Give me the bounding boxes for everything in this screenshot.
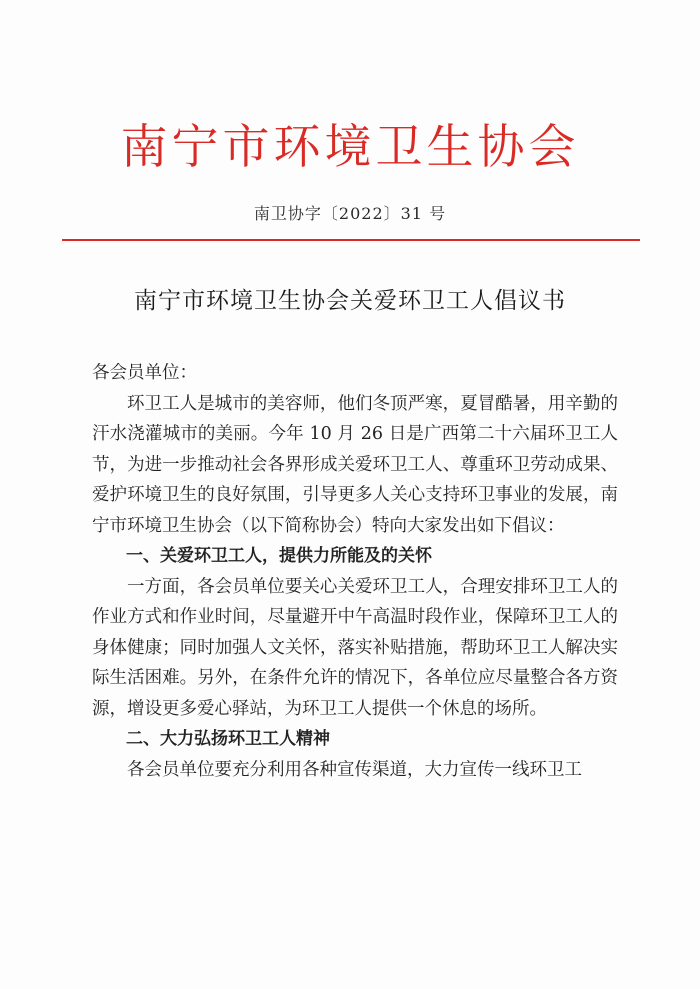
section-paragraph-1: 一方面，各会员单位要关心关爱环卫工人，合理安排环卫工人的作业方式和作业时间，尽量避开中午高温时段作业，保障环卫工人的身体健康；同时加强人文关怀，落实补贴措施，帮助环卫工人解决实际生活困难。另外，在条件允许的情况下，各单位应尽量整合各方资源，增设更多爱心驿站，为环卫工人提供一个休息的场所。 <box>92 576 618 719</box>
section-heading-1: 一、关爱环卫工人，提供力所能及的关怀 <box>126 546 432 566</box>
document-body <box>92 358 618 785</box>
intro-paragraph: 环卫工人是城市的美容师，他们冬顶严寒，夏冒酷暑，用辛勤的汗水浇灌城市的美丽。今年 10 月 26 日是广西第二十六届环卫工人节，为进一步推动社会各界形成关爱环卫工人、尊重环卫劳动成果、爱护环境卫生的良好氛围，引导更多人关心支持环卫事业的发展，南宁市环境卫生协会（以下简称协会）特向大家发出如下倡议： <box>92 393 618 536</box>
letterhead-divider <box>62 239 640 241</box>
organization-letterhead: 南宁市环境卫生协会 <box>120 120 580 175</box>
document-number: 南卫协字〔2022〕31 号 <box>253 204 447 223</box>
document-title: 南宁市环境卫生协会关爱环卫工人倡议书 <box>134 288 566 314</box>
salutation: 各会员单位： <box>92 363 197 383</box>
section-paragraph-2: 各会员单位要充分利用各种宣传渠道，大力宣传一线环卫工 <box>127 759 582 780</box>
section-heading-2: 二、大力弘扬环卫工人精神 <box>126 729 330 749</box>
